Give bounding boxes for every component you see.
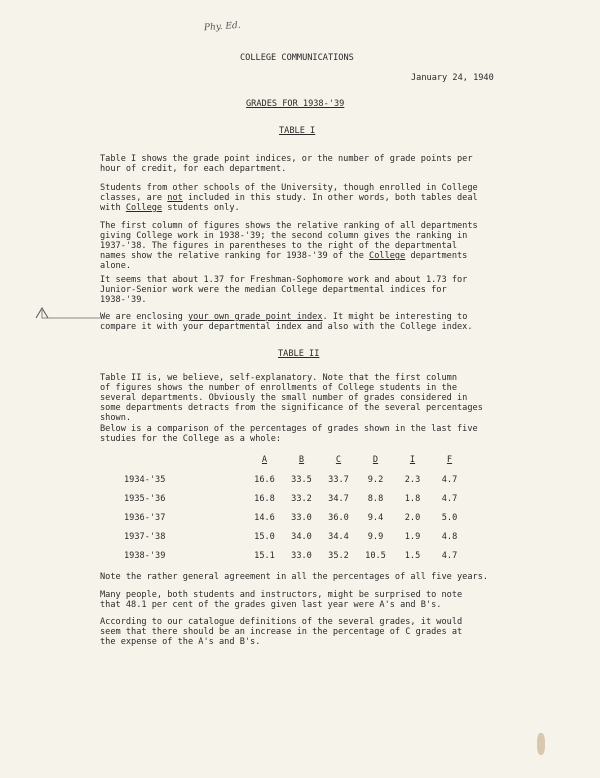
p2-text-c: students only.: [162, 203, 240, 213]
p2-college: College: [125, 203, 163, 213]
year-header: [124, 450, 246, 470]
cell: 2.0: [404, 512, 421, 523]
cell: 36.0: [328, 512, 349, 523]
cell: 15.1: [254, 550, 275, 561]
paragraph-9: Many people, both students and instructors, might be surprised to note that 48.1 per cent of the grades given last year were A's and B's.: [100, 590, 463, 610]
cell: 14.6: [254, 512, 275, 523]
handwritten-annotation: Phy. Ed.: [203, 20, 241, 34]
row-year: 1935-'36: [124, 493, 166, 504]
cell: 2.3: [404, 474, 421, 485]
header: COLLEGE COMMUNICATIONS: [240, 53, 354, 63]
grade-col-c: C: [335, 455, 342, 465]
p5-own-index: your own grade point index: [187, 312, 323, 322]
row-year: 1938-'39: [124, 550, 166, 561]
cell: 33.0: [291, 550, 312, 561]
cell: 34.0: [291, 531, 312, 542]
p3-text-a: The first column of figures shows the relative ranking of all departments giving College work in 1938-'39; the second column gives the ranking in 1937-'38. The figures in parentheses to the right of the departmental names show the relative ranking for 1938-'39 of the: [100, 221, 478, 261]
cell: 33.2: [291, 493, 312, 504]
row-year: 1937-'38: [124, 531, 166, 542]
cell: 16.6: [254, 474, 275, 485]
cell: 1.8: [404, 493, 421, 504]
cell: 33.0: [291, 512, 312, 523]
paper-stain: [537, 733, 545, 755]
cell: 4.8: [441, 531, 458, 542]
grade-col-a: A: [261, 455, 268, 465]
cell: 33.5: [291, 474, 312, 485]
paragraph-5: [100, 312, 520, 332]
table-row: [124, 546, 468, 565]
table-row: [124, 470, 468, 489]
paragraph-6: Table II is, we believe, self-explanatory. Note that the first column of figures shows the number of enrollments of College students in the several departments. Obviously the small number of grades considered in some departments detracts from the significance of the several percentages shown.: [100, 373, 483, 423]
date: January 24, 1940: [411, 73, 494, 83]
table-header-row: [124, 450, 468, 470]
p2-text-a: Students from other schools of the University, though enrolled in College classes, are: [100, 183, 478, 203]
grade-col-d: D: [372, 455, 379, 465]
cell: 5.0: [441, 512, 458, 523]
p5-text-a: We are enclosing: [100, 312, 188, 322]
cell: 4.7: [441, 493, 458, 504]
paragraph-10: According to our catalogue definitions of the several grades, it would seem that there should be an increase in the percentage of C grades at the expense of the A's and B's.: [100, 617, 463, 647]
cell: 15.0: [254, 531, 275, 542]
cell: 33.7: [328, 474, 349, 485]
row-year: 1934-'35: [124, 474, 166, 485]
paragraph-4: It seems that about 1.37 for Freshman-Sophomore work and about 1.73 for Junior-Senior work were the median College departmental indices for 1938-'39.: [100, 275, 468, 305]
grade-col-i: I: [409, 455, 416, 465]
paragraph-2: [100, 183, 520, 213]
cell: 34.7: [328, 493, 349, 504]
grade-col-b: B: [298, 455, 305, 465]
grade-percentage-table: [124, 450, 468, 565]
table2-heading: TABLE II: [278, 349, 320, 359]
cell: 9.2: [367, 474, 384, 485]
cell: 10.5: [365, 550, 386, 561]
paragraph-1: Table I shows the grade point indices, or the number of grade points per hour of credit, for each department.: [100, 154, 473, 174]
cell: 34.4: [328, 531, 349, 542]
cell: 16.8: [254, 493, 275, 504]
paragraph-3: [100, 221, 520, 271]
cell: 8.8: [367, 493, 384, 504]
paragraph-8: Note the rather general agreement in all the percentages of all five years.: [100, 572, 489, 582]
row-year: 1936-'37: [124, 512, 166, 523]
document-title: GRADES FOR 1938-'39: [246, 99, 345, 109]
arrow-annotation-icon: [28, 302, 108, 322]
p2-text-b: included in this study. In other words, both tables deal with: [100, 193, 478, 213]
table-row: [124, 489, 468, 508]
cell: 35.2: [328, 550, 349, 561]
p5-text-b: . It might be interesting to compare it with your departmental index and also with the College index.: [100, 312, 473, 332]
cell: 1.5: [404, 550, 421, 561]
p3-text-b: departments alone.: [100, 251, 468, 271]
cell: 9.4: [367, 512, 384, 523]
grade-col-f: F: [446, 455, 453, 465]
table-row: [124, 527, 468, 546]
cell: 4.7: [441, 550, 458, 561]
cell: 4.7: [441, 474, 458, 485]
paragraph-7: Below is a comparison of the percentages of grades shown in the last five studies for the College as a whole:: [100, 424, 478, 444]
table-row: [124, 508, 468, 527]
cell: 1.9: [404, 531, 421, 542]
table1-heading: TABLE I: [279, 126, 316, 136]
p2-not: not: [167, 193, 183, 203]
cell: 9.9: [367, 531, 384, 542]
p3-college: College: [369, 251, 406, 261]
